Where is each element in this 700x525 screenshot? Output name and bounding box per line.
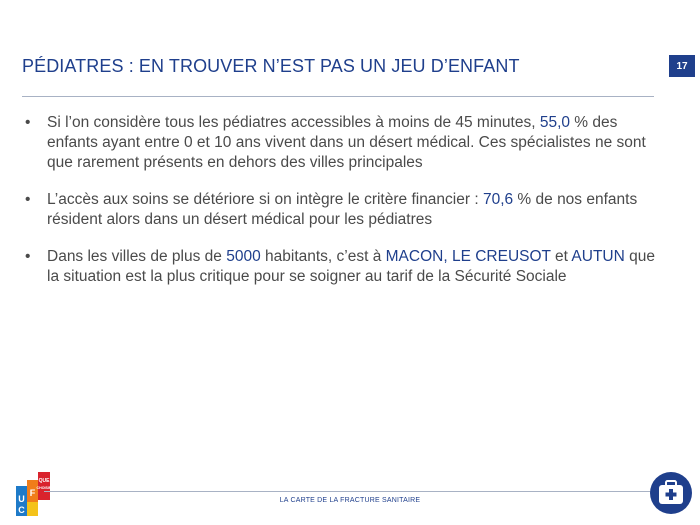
page-number-badge: 17 [669, 55, 695, 77]
bullet-marker: • [25, 114, 31, 131]
bullet-text: Si l’on considère tous les pédiatres accessibles à moins de 45 minutes, [47, 114, 540, 131]
highlight-value: 55,0 [539, 114, 570, 131]
title-divider [22, 96, 654, 97]
bullet-text: que la situation est la plus critique pour se soigner au tarif de la Sécurité Sociale [47, 248, 655, 285]
logo-letter-c: C [18, 505, 25, 515]
bullet-list [22, 113, 662, 304]
bullet-item [22, 113, 662, 173]
highlight-value: 70,6 [482, 191, 514, 208]
highlight-city: AUTUN [571, 248, 625, 265]
slide-title: PÉDIATRES : EN TROUVER N’EST PAS UN JEU D’ENFANT [22, 56, 520, 76]
logo-tag-line2: CHOISIR [36, 486, 52, 490]
highlight-cities: MACON, LE CREUSOT [385, 248, 551, 265]
highlight-value: 5000 [226, 248, 261, 265]
footer-divider [44, 491, 654, 492]
bullet-text: habitants, c’est à [260, 248, 386, 265]
logo-bar-yellow [27, 502, 38, 516]
logo-letter-u: U [18, 494, 25, 504]
footer-caption: LA CARTE DE LA FRACTURE SANITAIRE [279, 497, 421, 504]
medical-kit-icon [649, 471, 693, 515]
bullet-text: Dans les villes de plus de [47, 248, 227, 265]
bullet-text: et [550, 248, 572, 265]
ufc-que-choisir-logo [14, 468, 52, 518]
logo-tag-line1: QUE [38, 478, 50, 484]
bullet-text: % de nos enfants résident alors dans un désert médical pour les pédiatres [47, 191, 638, 228]
bullet-item [22, 247, 662, 287]
bullet-item [22, 190, 662, 230]
bullet-marker: • [25, 191, 31, 208]
logo-letter-f: F [29, 488, 36, 498]
bullet-marker: • [25, 248, 31, 265]
bullet-text: L’accès aux soins se détériore si on intègre le critère financier : [47, 191, 483, 208]
bullet-text: % des enfants ayant entre 0 et 10 ans vivent dans un désert médical. Ces spécialistes ne sont que rarement présents en dehors des villes principales [47, 114, 646, 171]
